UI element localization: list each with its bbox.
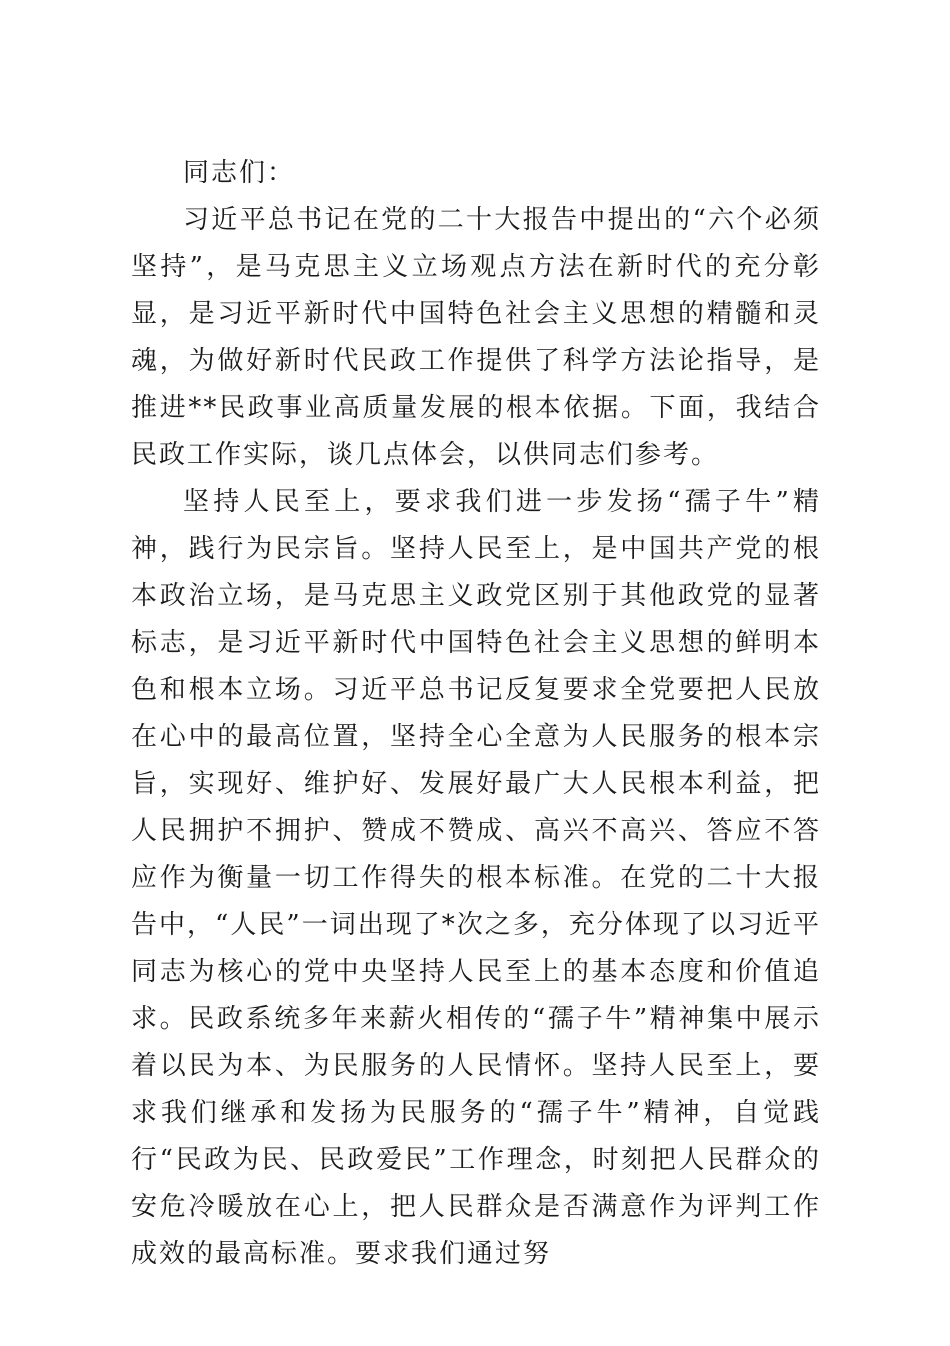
document-body — [131, 150, 821, 1278]
salutation: 同志们： — [183, 158, 296, 188]
paragraph-intro: 习近平总书记在党的二十大报告中提出的“六个必须坚持”，是马克思主义立场观点方法在新时代的充分彰显，是习近平新时代中国特色社会主义思想的精髓和灵魂，为做好新时代民政工作提供了科学方法论指导，是推进**民政事业高质量发展的根本依据。下面，我结合民政工作实际，谈几点体会，以供同志们参考。 — [131, 205, 821, 470]
paragraph-people-first: 坚持人民至上，要求我们进一步发扬“孺子牛”精神，践行为民宗旨。坚持人民至上，是中国共产党的根本政治立场，是马克思主义政党区别于其他政党的显著标志，是习近平新时代中国特色社会主义思想的鲜明本色和根本立场。习近平总书记反复要求全党要把人民放在心中的最高位置，坚持全心全意为人民服务的根本宗旨，实现好、维护好、发展好最广大人民根本利益，把人民拥护不拥护、赞成不赞成、高兴不高兴、答应不答应作为衡量一切工作得失的根本标准。在党的二十大报告中，“人民”一词出现了*次之多，充分体现了以习近平同志为核心的党中央坚持人民至上的基本态度和价值追求。民政系统多年来薪火相传的“孺子牛”精神集中展示着以民为本、为民服务的人民情怀。坚持人民至上，要求我们继承和发扬为民服务的“孺子牛”精神，自觉践行“民政为民、民政爱民”工作理念，时刻把人民群众的安危冷暖放在心上，把人民群众是否满意作为评判工作成效的最高标准。要求我们通过努 — [131, 487, 821, 1269]
